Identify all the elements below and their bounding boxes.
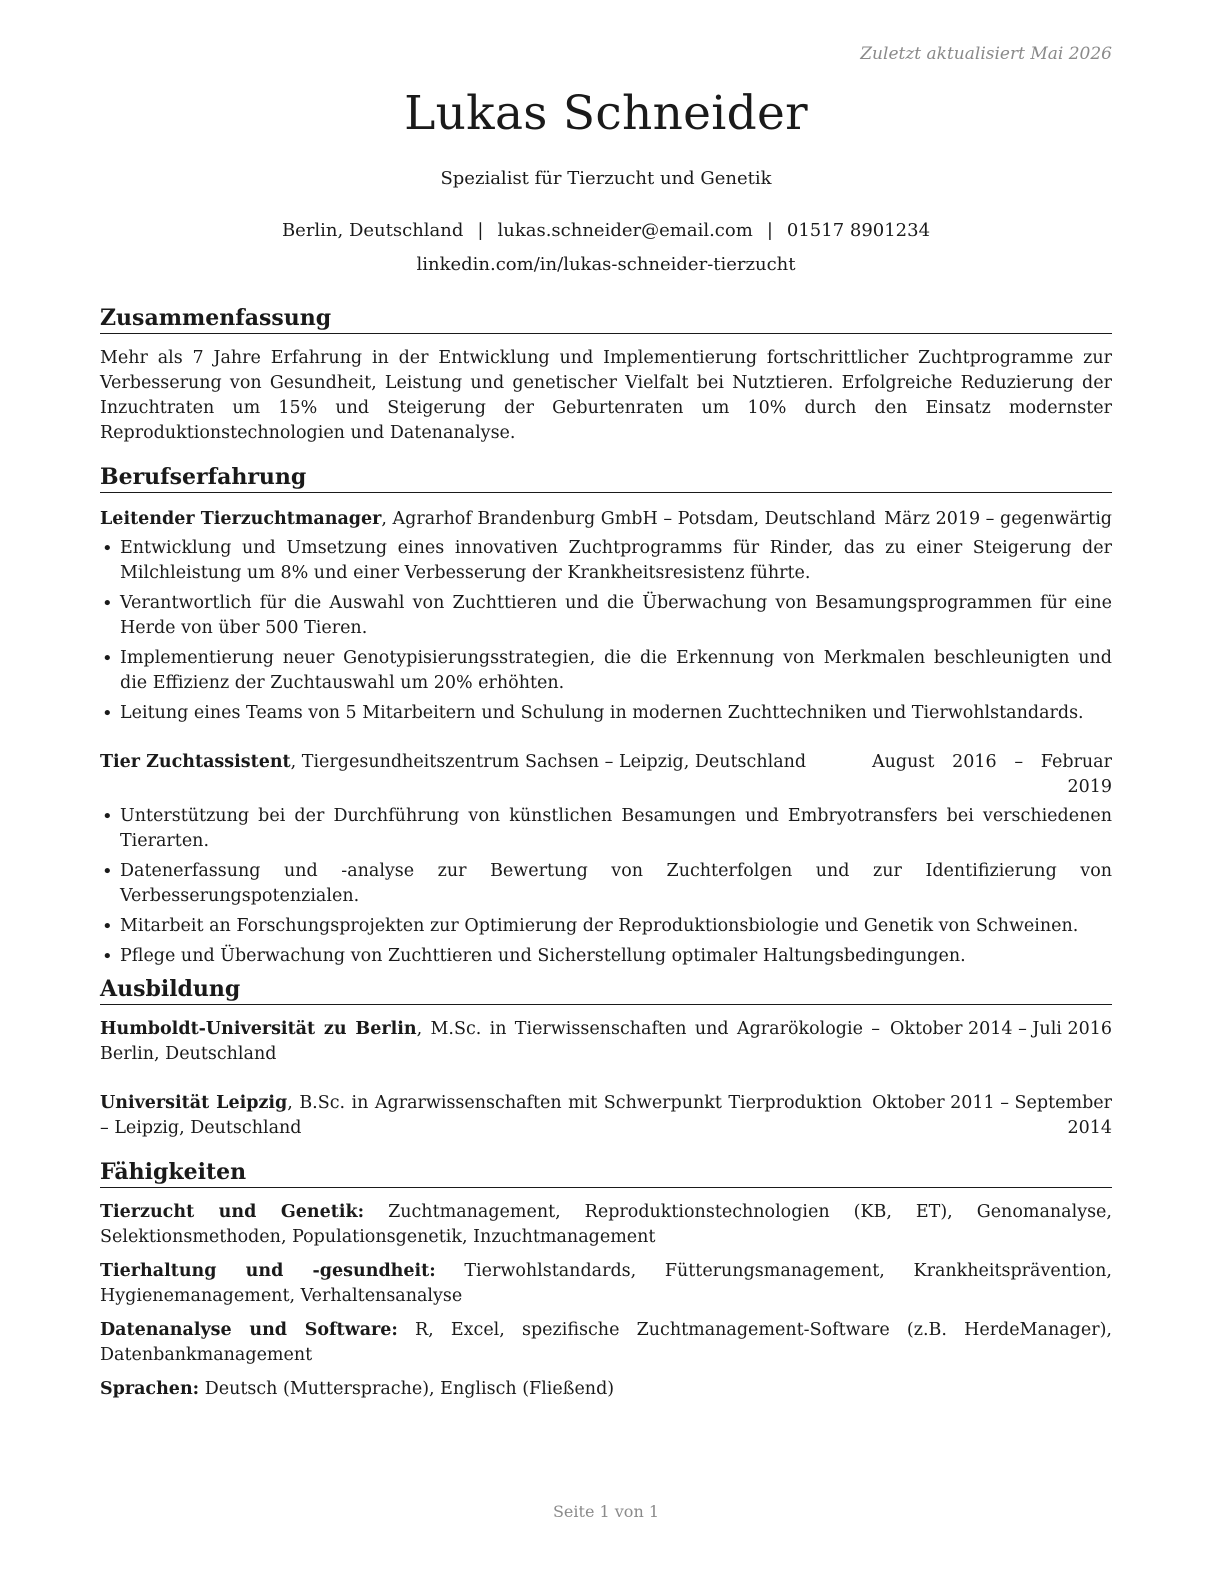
skill-text: Deutsch (Muttersprache), Englisch (Fließend) <box>199 1379 615 1399</box>
job-org: , Agrarhof Brandenburg GmbH – Potsdam, Deutschland <box>381 509 876 529</box>
contact-line <box>100 220 1112 241</box>
list-item: • Mitarbeit an Forschungsprojekten zur Optimierung der Reproduktionsbiologie und Genetik von Schweinen. <box>100 914 1112 939</box>
education-heading: Ausbildung <box>100 975 1112 1005</box>
job-header <box>100 750 1112 800</box>
separator: | <box>766 220 773 241</box>
skill-row <box>100 1259 1112 1309</box>
skill-text: Zuchtmanagement, Reproduktionstechnologien (KB, ET), Genomanalyse, Selektionsmethoden, Populationsgenetik, Inzuchtmanagement <box>100 1202 1112 1247</box>
separator: | <box>477 220 484 241</box>
phone-number: 01517 8901234 <box>786 220 931 241</box>
summary-heading: Zusammenfassung <box>100 304 1112 334</box>
skill-label: Tierzucht und Genetik: <box>100 1202 365 1222</box>
skills-heading: Fähigkeiten <box>100 1158 1112 1188</box>
linkedin-link[interactable]: linkedin.com/in/lukas-schneider-tierzucht <box>416 254 796 275</box>
school-name: Universität Leipzig <box>100 1093 288 1113</box>
list-item: • Verantwortlich für die Auswahl von Zuchttieren und die Überwachung von Besamungsprogrammen für eine Herde von über 500 Tieren. <box>100 591 1112 641</box>
email-link[interactable]: lukas.schneider@email.com <box>497 220 753 241</box>
skill-row <box>100 1377 1112 1402</box>
job-header <box>100 507 1112 532</box>
location: Berlin, Deutschland <box>281 220 464 241</box>
list-item: • Implementierung neuer Genotypisierungsstrategien, die die Erkennung von Merkmalen beschleunigten und die Effizienz der Zuchtauswahl um 20% erhöhten. <box>100 646 1112 696</box>
job-dates: August 2016 – Februar 2019 <box>872 752 1112 797</box>
experience-heading: Berufserfahrung <box>100 463 1112 493</box>
job-title: Tier Zuchtassistent <box>100 752 291 772</box>
education-dates: Oktober 2011 – September 2014 <box>872 1093 1112 1138</box>
list-item: • Entwicklung und Umsetzung eines innovativen Zuchtprogramms für Rinder, das zu einer Steigerung der Milchleistung um 8% und einer Verbesserung der Krankheitsresistenz führte. <box>100 536 1112 586</box>
summary-text: Mehr als 7 Jahre Erfahrung in der Entwicklung und Implementierung fortschrittlicher Zuchtprogramme zur Verbesserung von Gesundheit, Leistung und genetischer Vielfalt bei Nutztieren. Erfolgreiche Reduzierung der Inzuchtraten um 15% und Steigerung der Geburtenraten um 10% durch den Einsatz modernster Reproduktionstechnologien und Datenanalyse. <box>100 348 1112 443</box>
education-dates: Oktober 2014 – Juli 2016 <box>890 1019 1112 1039</box>
job-bullets <box>100 804 1112 969</box>
education-entry <box>100 1091 1112 1141</box>
resume-page <box>100 0 1112 1584</box>
skill-row <box>100 1200 1112 1250</box>
job-title: Leitender Tierzuchtmanager <box>100 509 382 529</box>
skill-label: Datenanalyse und Software: <box>100 1320 398 1340</box>
degree-detail: , B.Sc. in Agrarwissenschaften mit Schwerpunkt Tierproduktion – Leipzig, Deutschland <box>100 1093 862 1138</box>
candidate-tagline: Spezialist für Tierzucht und Genetik <box>440 168 772 189</box>
list-item: • Datenerfassung und -analyse zur Bewertung von Zuchterfolgen und zur Identifizierung von Verbesserungspotenzialen. <box>100 859 1112 909</box>
summary-section <box>100 304 1112 446</box>
last-updated: Zuletzt aktualisiert Mai 2026 <box>860 44 1112 64</box>
skills-section <box>100 1158 1112 1402</box>
job-bullets <box>100 536 1112 726</box>
skill-label: Tierhaltung und -gesundheit: <box>100 1261 436 1281</box>
skill-row <box>100 1318 1112 1368</box>
list-item: • Unterstützung bei der Durchführung von künstlichen Besamungen und Embryotransfers bei verschiedenen Tierarten. <box>100 804 1112 854</box>
skill-text: R, Excel, spezifische Zuchtmanagement-Software (z.B. HerdeManager), Datenbankmanagement <box>100 1320 1112 1365</box>
degree-detail: , M.Sc. in Tierwissenschaften und Agrarökologie – Berlin, Deutschland <box>100 1019 880 1064</box>
education-entry <box>100 1017 1112 1067</box>
school-name: Humboldt-Universität zu Berlin <box>100 1019 417 1039</box>
job-org: , Tiergesundheitszentrum Sachsen – Leipzig, Deutschland <box>290 752 807 772</box>
list-item: • Pflege und Überwachung von Zuchttieren und Sicherstellung optimaler Haltungsbedingungen. <box>100 944 1112 969</box>
list-item: • Leitung eines Teams von 5 Mitarbeitern und Schulung in modernen Zuchttechniken und Tierwohlstandards. <box>100 701 1112 726</box>
skill-label: Sprachen: <box>100 1379 200 1399</box>
experience-section <box>100 463 1112 974</box>
candidate-name: Lukas Schneider <box>404 86 808 141</box>
skill-text: Tierwohlstandards, Fütterungsmanagement, Krankheitsprävention, Hygienemanagement, Verhaltensanalyse <box>100 1261 1112 1306</box>
page-number: Seite 1 von 1 <box>552 1502 660 1521</box>
education-section <box>100 975 1112 1141</box>
job-dates: März 2019 – gegenwärtig <box>884 509 1112 529</box>
